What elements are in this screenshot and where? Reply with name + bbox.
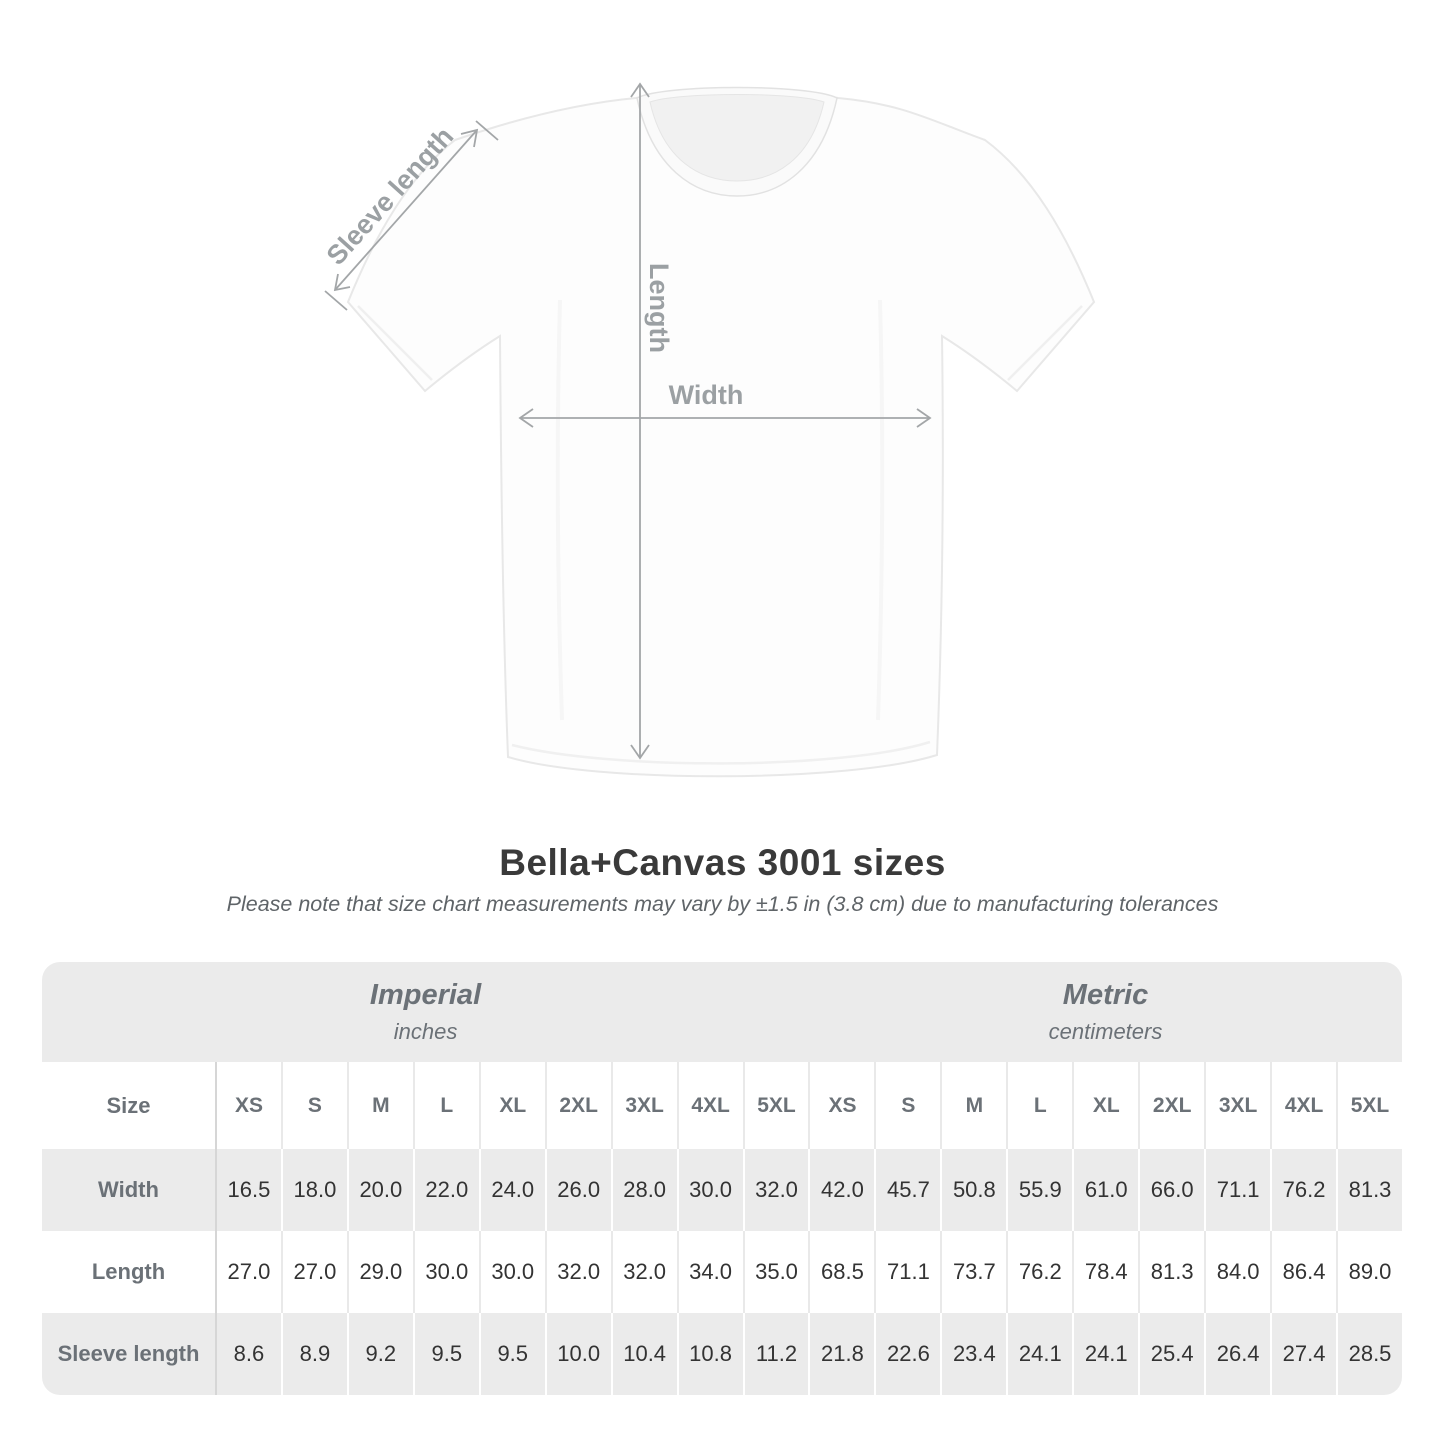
row-label: Sleeve length <box>42 1313 215 1395</box>
value-cell: 21.8 <box>808 1313 874 1395</box>
size-col-header: XL <box>479 1062 545 1149</box>
value-cell: 78.4 <box>1072 1231 1138 1313</box>
value-cell: 9.5 <box>413 1313 479 1395</box>
value-cell: 29.0 <box>347 1231 413 1313</box>
value-cell: 18.0 <box>281 1149 347 1231</box>
size-col-header: XL <box>1072 1062 1138 1149</box>
dimension-tick <box>325 291 347 310</box>
size-col-header: L <box>1006 1062 1072 1149</box>
tolerance-note: Please note that size chart measurements may vary by ±1.5 in (3.8 cm) due to manufacturing tolerances <box>226 892 1219 916</box>
value-cell: 76.2 <box>1270 1149 1336 1231</box>
page-title: Bella+Canvas 3001 sizes <box>499 842 946 883</box>
value-cell: 16.5 <box>215 1149 281 1231</box>
value-cell: 30.0 <box>677 1149 743 1231</box>
value-cell: 81.3 <box>1336 1149 1402 1231</box>
value-cell: 55.9 <box>1006 1149 1072 1231</box>
size-col-header: 2XL <box>545 1062 611 1149</box>
value-cell: 61.0 <box>1072 1149 1138 1231</box>
value-cell: 32.0 <box>743 1149 809 1231</box>
size-table <box>42 962 1402 1395</box>
value-cell: 76.2 <box>1006 1231 1072 1313</box>
size-table-grid <box>42 1062 1402 1395</box>
value-cell: 81.3 <box>1138 1231 1204 1313</box>
size-col-header: S <box>874 1062 940 1149</box>
value-cell: 35.0 <box>743 1231 809 1313</box>
value-cell: 9.2 <box>347 1313 413 1395</box>
size-col-header: 5XL <box>1336 1062 1402 1149</box>
value-cell: 86.4 <box>1270 1231 1336 1313</box>
size-col-header: 2XL <box>1138 1062 1204 1149</box>
value-cell: 24.1 <box>1006 1313 1072 1395</box>
value-cell: 27.0 <box>281 1231 347 1313</box>
size-col-header: XS <box>808 1062 874 1149</box>
value-cell: 10.0 <box>545 1313 611 1395</box>
value-cell: 11.2 <box>743 1313 809 1395</box>
size-col-header: 4XL <box>677 1062 743 1149</box>
value-cell: 34.0 <box>677 1231 743 1313</box>
unit-system-band <box>42 962 1402 1062</box>
value-cell: 27.0 <box>215 1231 281 1313</box>
size-col-header: S <box>281 1062 347 1149</box>
value-cell: 27.4 <box>1270 1313 1336 1395</box>
value-cell: 73.7 <box>940 1231 1006 1313</box>
value-cell: 10.4 <box>611 1313 677 1395</box>
size-col-header: 5XL <box>743 1062 809 1149</box>
metric-label: Metric <box>1062 979 1149 1011</box>
value-cell: 32.0 <box>545 1231 611 1313</box>
value-cell: 10.8 <box>677 1313 743 1395</box>
width-label: Width <box>668 380 744 410</box>
tshirt-illustration <box>348 88 1094 777</box>
size-col-header: M <box>940 1062 1006 1149</box>
value-cell: 30.0 <box>479 1231 545 1313</box>
value-cell: 42.0 <box>808 1149 874 1231</box>
value-cell: 22.0 <box>413 1149 479 1231</box>
value-cell: 24.0 <box>479 1149 545 1231</box>
value-cell: 71.1 <box>1204 1149 1270 1231</box>
imperial-unit: inches <box>393 1019 458 1044</box>
metric-section-header <box>809 962 1402 1062</box>
value-cell: 8.9 <box>281 1313 347 1395</box>
value-cell: 9.5 <box>479 1313 545 1395</box>
value-cell: 68.5 <box>808 1231 874 1313</box>
size-col-header: XS <box>215 1062 281 1149</box>
value-cell: 26.4 <box>1204 1313 1270 1395</box>
value-cell: 84.0 <box>1204 1231 1270 1313</box>
value-cell: 20.0 <box>347 1149 413 1231</box>
value-cell: 45.7 <box>874 1149 940 1231</box>
value-cell: 8.6 <box>215 1313 281 1395</box>
size-col-header: 3XL <box>611 1062 677 1149</box>
value-cell: 25.4 <box>1138 1313 1204 1395</box>
value-cell: 28.0 <box>611 1149 677 1231</box>
size-col-header: M <box>347 1062 413 1149</box>
metric-unit: centimeters <box>1048 1019 1163 1044</box>
value-cell: 32.0 <box>611 1231 677 1313</box>
imperial-section-header <box>42 962 809 1062</box>
value-cell: 50.8 <box>940 1149 1006 1231</box>
size-col-header: 3XL <box>1204 1062 1270 1149</box>
value-cell: 26.0 <box>545 1149 611 1231</box>
value-cell: 24.1 <box>1072 1313 1138 1395</box>
length-label: Length <box>644 263 674 353</box>
row-label: Length <box>42 1231 215 1313</box>
value-cell: 89.0 <box>1336 1231 1402 1313</box>
imperial-label: Imperial <box>369 979 482 1011</box>
value-cell: 71.1 <box>874 1231 940 1313</box>
value-cell: 22.6 <box>874 1313 940 1395</box>
value-cell: 28.5 <box>1336 1313 1402 1395</box>
size-col-header: 4XL <box>1270 1062 1336 1149</box>
row-label: Width <box>42 1149 215 1231</box>
value-cell: 66.0 <box>1138 1149 1204 1231</box>
sleeve-length-label: Sleeve length <box>320 121 460 271</box>
value-cell: 23.4 <box>940 1313 1006 1395</box>
value-cell: 30.0 <box>413 1231 479 1313</box>
size-col-header: L <box>413 1062 479 1149</box>
size-column-header: Size <box>42 1062 215 1149</box>
